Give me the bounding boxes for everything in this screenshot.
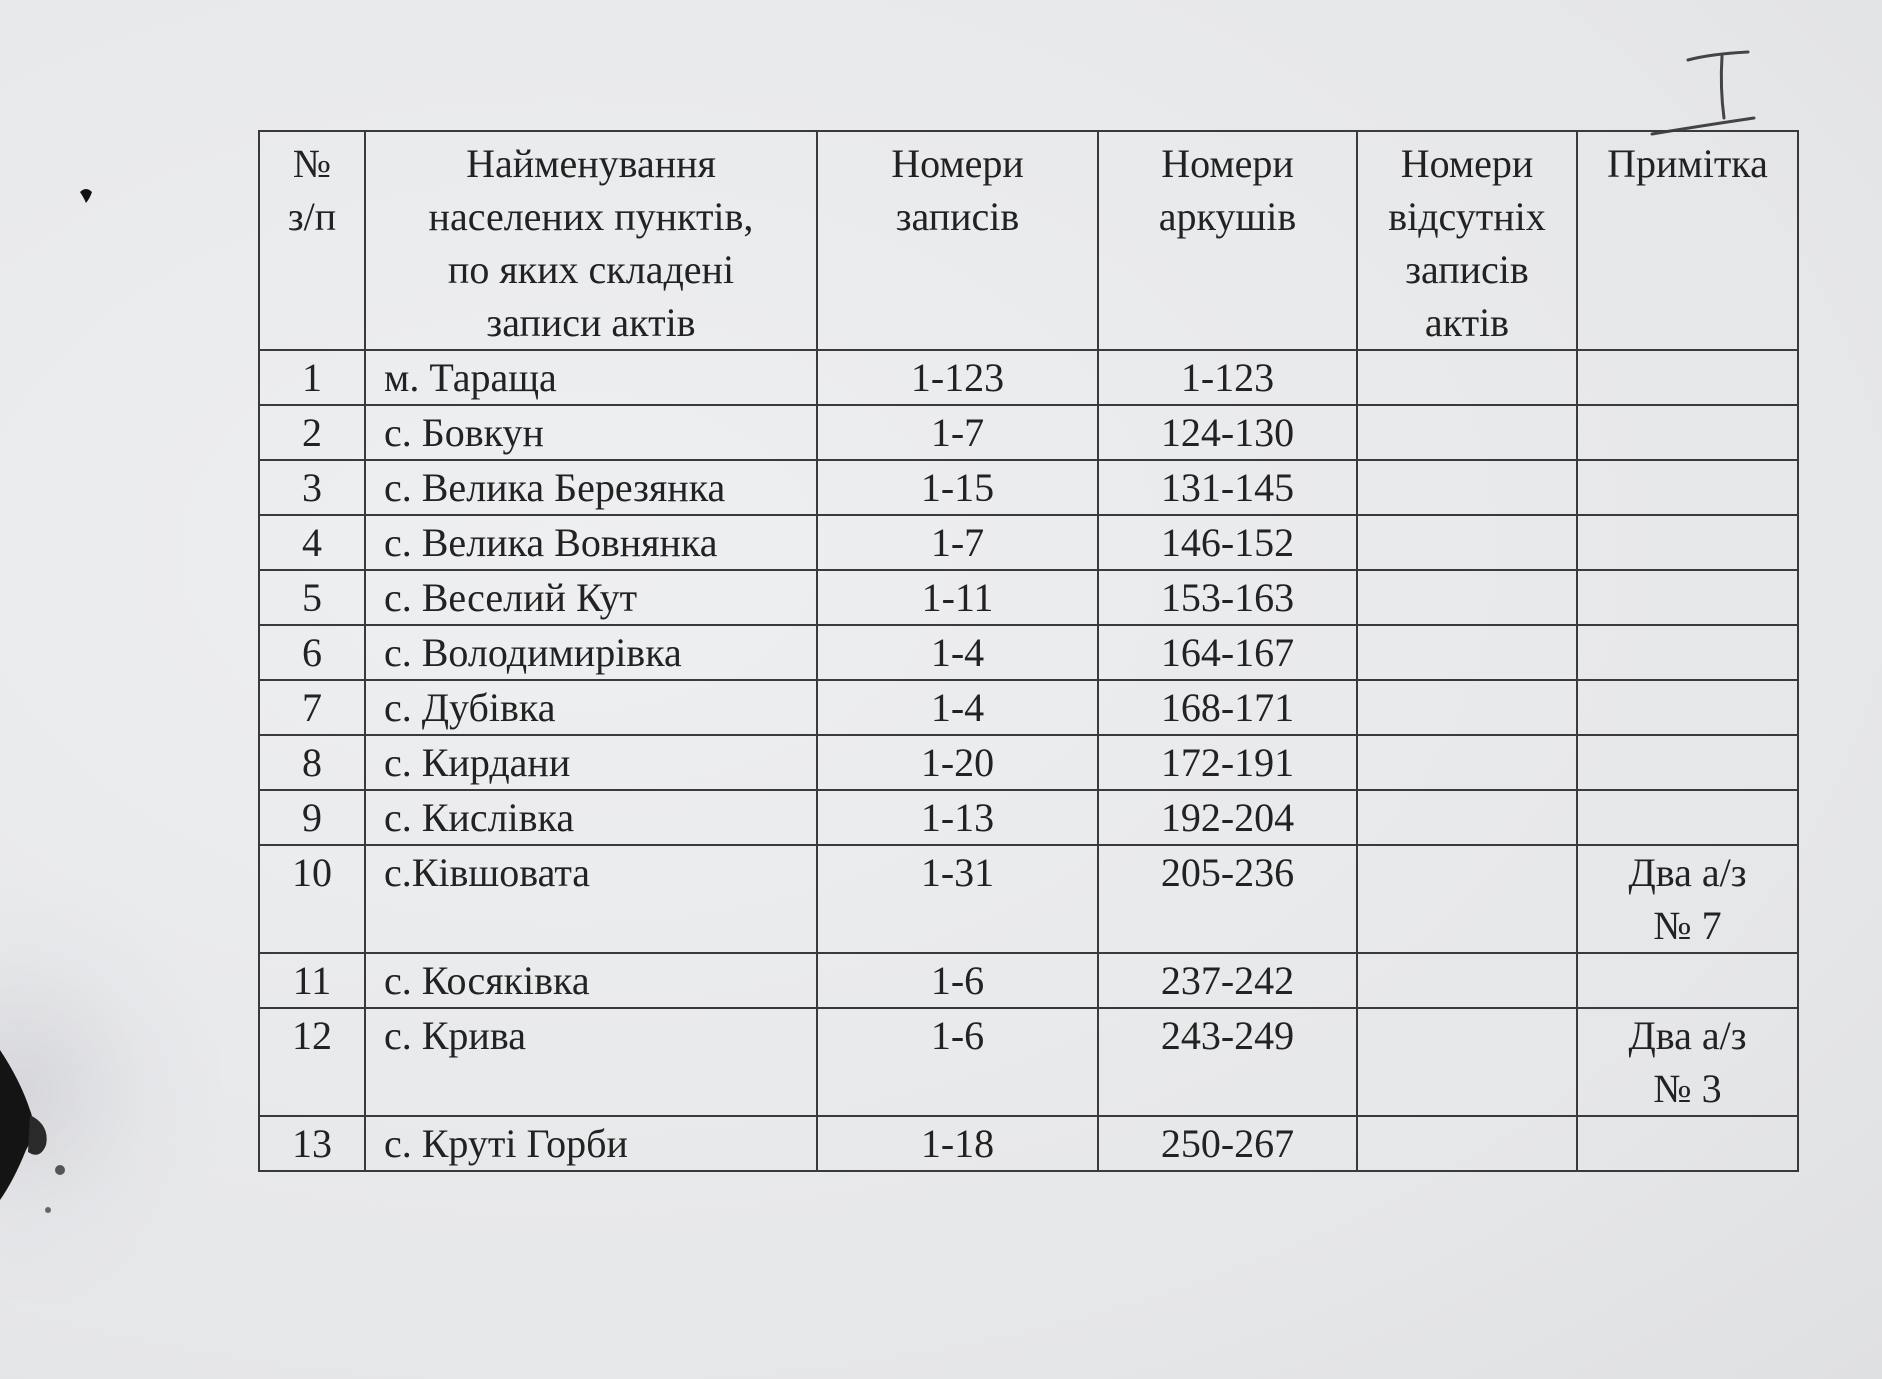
header-sheet-numbers <box>1098 131 1357 350</box>
row-number: 7 <box>259 680 365 735</box>
torn-corner-mark <box>0 1020 110 1240</box>
table-row <box>259 735 1798 790</box>
record-range: 1-4 <box>817 625 1098 680</box>
record-range: 1-6 <box>817 1008 1098 1116</box>
settlement-name: с. Володимирівка <box>365 625 817 680</box>
header-records-line: Номери <box>891 141 1024 186</box>
missing-records <box>1357 405 1577 460</box>
sheet-range: 172-191 <box>1098 735 1357 790</box>
table-row <box>259 680 1798 735</box>
header-number-line: № <box>292 141 332 186</box>
table-row <box>259 625 1798 680</box>
missing-records <box>1357 680 1577 735</box>
record-range: 1-20 <box>817 735 1098 790</box>
header-number-line: з/п <box>287 194 337 239</box>
note-line: № 7 <box>1653 903 1722 948</box>
header-missing-records <box>1357 131 1577 350</box>
missing-records <box>1357 460 1577 515</box>
header-name-line: населених пунктів, <box>428 194 754 239</box>
header-missing-line: відсутніх <box>1388 194 1546 239</box>
header-sheets-line: аркушів <box>1158 194 1297 239</box>
sheet-range: 131-145 <box>1098 460 1357 515</box>
missing-records <box>1357 1008 1577 1116</box>
record-range: 1-18 <box>817 1116 1098 1171</box>
note-cell <box>1577 735 1798 790</box>
missing-records <box>1357 845 1577 953</box>
missing-records <box>1357 790 1577 845</box>
sheet-range: 146-152 <box>1098 515 1357 570</box>
record-range: 1-123 <box>817 350 1098 405</box>
note-line: Два а/з <box>1628 1013 1747 1058</box>
header-number <box>259 131 365 350</box>
row-number: 6 <box>259 625 365 680</box>
record-range: 1-4 <box>817 680 1098 735</box>
note-cell <box>1577 350 1798 405</box>
missing-records <box>1357 515 1577 570</box>
missing-records <box>1357 735 1577 790</box>
row-number: 9 <box>259 790 365 845</box>
sheet-range: 237-242 <box>1098 953 1357 1008</box>
record-range: 1-31 <box>817 845 1098 953</box>
settlement-name: с. Дубівка <box>365 680 817 735</box>
settlement-name: с. Кислівка <box>365 790 817 845</box>
row-number: 12 <box>259 1008 365 1116</box>
row-number: 5 <box>259 570 365 625</box>
note-cell <box>1577 1008 1798 1116</box>
table-row <box>259 570 1798 625</box>
sheet-range: 192-204 <box>1098 790 1357 845</box>
missing-records <box>1357 953 1577 1008</box>
handwritten-page-number <box>1650 48 1760 138</box>
table-row <box>259 350 1798 405</box>
record-range: 1-11 <box>817 570 1098 625</box>
settlement-name: с. Кирдани <box>365 735 817 790</box>
note-line: № 3 <box>1653 1066 1722 1111</box>
missing-records <box>1357 350 1577 405</box>
settlement-name: с. Веселий Кут <box>365 570 817 625</box>
header-name-line: по яких складені <box>447 247 735 292</box>
note-cell <box>1577 953 1798 1008</box>
table-row <box>259 405 1798 460</box>
sheet-range: 1-123 <box>1098 350 1357 405</box>
missing-records <box>1357 1116 1577 1171</box>
header-settlement-name <box>365 131 817 350</box>
header-note-line: Примітка <box>1607 141 1768 186</box>
header-name-line: записи актів <box>486 300 696 345</box>
record-range: 1-7 <box>817 515 1098 570</box>
record-range: 1-6 <box>817 953 1098 1008</box>
table-row <box>259 1008 1798 1116</box>
row-number: 10 <box>259 845 365 953</box>
settlement-name: с. Велика Березянка <box>365 460 817 515</box>
sheet-range: 205-236 <box>1098 845 1357 953</box>
table-row <box>259 790 1798 845</box>
sheet-range: 250-267 <box>1098 1116 1357 1171</box>
row-number: 11 <box>259 953 365 1008</box>
row-number: 1 <box>259 350 365 405</box>
settlement-name: м. Таращa <box>365 350 817 405</box>
row-number: 2 <box>259 405 365 460</box>
record-range: 1-7 <box>817 405 1098 460</box>
note-cell <box>1577 460 1798 515</box>
settlement-name: с. Бовкун <box>365 405 817 460</box>
sheet-range: 164-167 <box>1098 625 1357 680</box>
header-missing-line: Номери <box>1400 141 1534 186</box>
header-record-numbers <box>817 131 1098 350</box>
record-range: 1-15 <box>817 460 1098 515</box>
table-header-row <box>259 131 1798 350</box>
note-cell <box>1577 405 1798 460</box>
table-row <box>259 845 1798 953</box>
sheet-range: 168-171 <box>1098 680 1357 735</box>
table-row <box>259 460 1798 515</box>
header-name-line: Найменування <box>466 141 716 186</box>
ink-dot <box>78 186 94 204</box>
civil-records-table <box>258 130 1799 1172</box>
header-missing-line: актів <box>1424 300 1510 345</box>
note-cell <box>1577 515 1798 570</box>
sheet-range: 124-130 <box>1098 405 1357 460</box>
table-row <box>259 1116 1798 1171</box>
settlement-name: с. Велика Вовнянка <box>365 515 817 570</box>
note-cell <box>1577 790 1798 845</box>
note-cell <box>1577 1116 1798 1171</box>
note-cell <box>1577 680 1798 735</box>
note-line: Два а/з <box>1628 850 1747 895</box>
header-missing-line: записів <box>1405 247 1529 292</box>
sheet-range: 153-163 <box>1098 570 1357 625</box>
note-cell <box>1577 845 1798 953</box>
record-range: 1-13 <box>817 790 1098 845</box>
note-cell <box>1577 625 1798 680</box>
row-number: 4 <box>259 515 365 570</box>
row-number: 13 <box>259 1116 365 1171</box>
header-note <box>1577 131 1798 350</box>
missing-records <box>1357 625 1577 680</box>
note-cell <box>1577 570 1798 625</box>
row-number: 3 <box>259 460 365 515</box>
settlement-name: с. Круті Горби <box>365 1116 817 1171</box>
settlement-name: с. Косяківка <box>365 953 817 1008</box>
missing-records <box>1357 570 1577 625</box>
header-records-line: записів <box>895 194 1020 239</box>
sheet-range: 243-249 <box>1098 1008 1357 1116</box>
settlement-name: с. Крива <box>365 1008 817 1116</box>
settlement-name: с.Ківшовата <box>365 845 817 953</box>
header-sheets-line: Номери <box>1161 141 1294 186</box>
table-row <box>259 515 1798 570</box>
table-row <box>259 953 1798 1008</box>
row-number: 8 <box>259 735 365 790</box>
